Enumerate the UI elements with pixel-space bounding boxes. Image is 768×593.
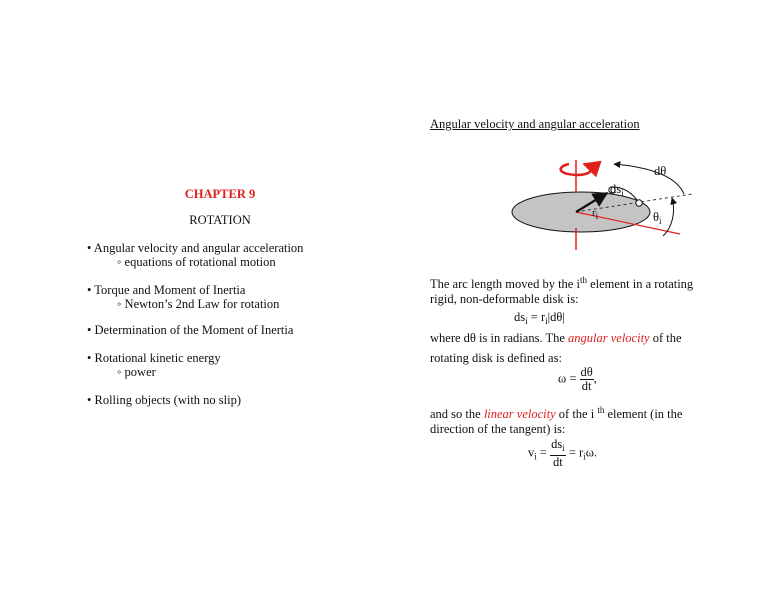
outline-subitem: ◦ equations of rotational motion	[117, 255, 276, 269]
paragraph-arc-length: The arc length moved by the $i^{th}$ element in a rotating	[430, 275, 694, 291]
dtheta-label: dθ	[654, 164, 667, 178]
outline-item: • Determination of the Moment of Inertia	[87, 323, 294, 337]
outline-subitem: ◦ power	[117, 365, 156, 379]
theta-label: $\theta_i$	[653, 210, 662, 226]
outline-item: • Rolling objects (with no slip)	[87, 393, 242, 407]
paragraph-linear-velocity: and so the linear velocity of the i $^{th}$ element (in the	[430, 405, 683, 421]
equation-arc-length: $ds_i = r_i|d\theta|$	[514, 310, 565, 326]
outline-item: • Angular velocity and angular acceleration	[87, 241, 304, 255]
paragraph-arc-length-cont: rigid, non-deformable disk is:	[430, 292, 579, 306]
rotating-disk-diagram	[480, 140, 720, 258]
outline-subitem: ◦ Newton’s 2nd Law for rotation	[117, 297, 280, 311]
outline-item: • Torque and Moment of Inertia	[87, 283, 246, 297]
equation-angular-velocity: ω = $\frac{d\theta}{dt}$ ,	[558, 365, 597, 393]
disk	[512, 192, 650, 232]
paragraph-linear-velocity-cont: direction of the tangent) is:	[430, 422, 566, 436]
element-final	[636, 200, 642, 206]
ds-label: $ds_i$	[610, 182, 624, 198]
section-heading: Angular velocity and angular acceleration	[430, 117, 640, 131]
paragraph-angular-velocity-cont: rotating disk is defined as:	[430, 351, 562, 365]
equation-linear-velocity: $v_i$ = $\frac{ds_i}{dt}$ = $r_i\omega$.	[528, 437, 598, 469]
r-label: $r_i$	[592, 207, 599, 221]
chapter-title: CHAPTER 9	[184, 187, 256, 201]
outline-item: • Rotational kinetic energy	[87, 351, 221, 365]
paragraph-angular-velocity: where dθ is in radians. The angular velocity of the	[430, 331, 682, 345]
chapter-topic: ROTATION	[189, 213, 251, 227]
